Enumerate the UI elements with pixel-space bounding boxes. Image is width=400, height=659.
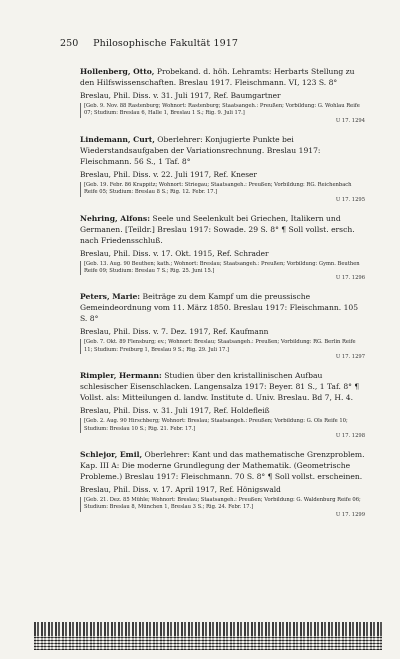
entry-vita: [Geb. 13. Aug. 90 Beuthen; kath.; Wohnort: Breslau; Staatsangeh.: Preußen; Vorbildung: Gymn. Beuthen Reife 09; Studium: Breslau 7 S.; Rig. 25. Juni 15.] xyxy=(80,261,365,276)
entry-thesis: Breslau, Phil. Diss. v. 31. Juli 1917, Ref. Baumgartner xyxy=(80,91,281,100)
entry xyxy=(80,449,365,519)
entry-author: Rimpler, Hermann: xyxy=(80,371,162,381)
entry-title: Studien über den kristallinischen Aufbau schlesischer Eisenschlacken. Langensalza 1917: Beyer. 81 S., 1 Taf. 8° ¶ Vollst. als: Mitteilungen d. landw. Institute d. Univ. Breslau. Bd 7, H. 4. xyxy=(80,371,360,403)
entry-vita: [Geb. 19. Febr. 86 Krappitz; Wohnort: Striegau; Staatsangeh.: Preußen; Vorbildung: RG. Reichenbach Reife 05; Studium: Breslau 8 S.; Rig. 12. Febr. 17.] xyxy=(80,182,365,197)
entry-title: Beiträge zu dem Kampf um die preussische Gemeindeordnung vom 11. März 1850. Breslau 1917: Fleischmann. 105 S. 8° xyxy=(80,292,359,324)
entry-vita: [Geb. 2. Aug. 90 Hirschberg; Wohnort: Breslau; Staatsangeh.: Preußen; Vorbildung: G. Ols Reife 10; Studium: Breslau 10 S.; Rig. 21. Febr. 17.] xyxy=(80,418,365,433)
entry-thesis: Breslau, Phil. Diss. v. 31. Juli 1917, Ref. Holdefleiß xyxy=(80,406,270,416)
entry-ref: U 17. 1297 xyxy=(335,354,365,361)
entry-author: Schlejor, Emil, xyxy=(80,450,143,460)
running-title: Philosophische Fakultät 1917 xyxy=(93,38,239,49)
entry xyxy=(80,66,365,125)
entry-author: Hollenberg, Otto, xyxy=(80,67,155,76)
entry-title: Oberlehrer: Konjugierte Punkte bei Wiederstandsaufgaben der Variationsrechnung. Breslau 1917: Fleischmann. 56 S., 1 Taf. 8° xyxy=(80,134,321,166)
entry-title: Probekand. d. höh. Lehramts: Herbarts Stellung zu den Hilfswissenschaften. Breslau 1917. Fleischmann. VI, 123 S. 8° xyxy=(80,67,355,87)
entry-ref: U 17. 1299 xyxy=(335,511,365,518)
entry xyxy=(80,370,365,440)
page-header xyxy=(60,38,360,49)
entry-author: Peters, Marie: xyxy=(80,292,141,302)
entry-ref: U 17. 1298 xyxy=(335,433,365,440)
entry-thesis: Breslau, Phil. Diss. v. 17. Okt. 1915, Ref. Schrader xyxy=(80,248,269,258)
entry-list xyxy=(80,66,365,528)
entry-ref: U 17. 1294 xyxy=(335,117,365,124)
entry xyxy=(80,291,365,361)
entry-vita: [Geb. 9. Nov. 88 Rastenburg; Wohnort: Rastenburg; Staatsangeh.: Preußen; Vorbildung: G. Wohlau Reife 07; Studium: Breslau 6, Halle 1, Breslau 1 S.; Rig. 9. Juli 17.] xyxy=(80,103,365,118)
entry-thesis: Breslau, Phil. Diss. v. 22. Juli 1917, Ref. Kneser xyxy=(80,169,257,179)
page-number: 250 xyxy=(60,38,79,49)
entry-title: Seele und Seelenkult bei Griechen, Italikern und Germanen. [Teildr.] Breslau 1917: Sowade. 29 S. 8° ¶ Soll vollst. ersch. nach Friedensschluß. xyxy=(80,213,355,245)
entry-ref: U 17. 1296 xyxy=(335,275,365,282)
entry-vita: [Geb. 21. Dez. 85 Mühle; Wohnort: Breslau; Staatsangeh.: Preußen; Vorbildung: G. Waldenburg Reife 06; Studium: Breslau 8, München 1, Breslau 3 S.; Rig. 24. Febr. 17.] xyxy=(80,497,365,512)
entry-title: Oberlehrer: Kant und das mathematische Grenzproblem. Kap. III A: Die moderne Grundlegung der Mathematik. (Geometrische Probleme.) Breslau 1917: Fleischmann. 70 S. 8° ¶ Soll vollst. erscheinen. xyxy=(80,450,365,482)
entry-thesis: Breslau, Phil. Diss. v. 7. Dez. 1917, Ref. Kaufmann xyxy=(80,327,269,337)
entry-author: Lindemann, Curt, xyxy=(80,134,155,144)
entry-thesis: Breslau, Phil. Diss. v. 17. April 1917, Ref. Hönigswald xyxy=(80,485,281,495)
entry xyxy=(80,213,365,283)
entry-author: Nehring, Alfons: xyxy=(80,213,151,223)
entry-vita: [Geb. 7. Okt. 89 Flensburg; ev.; Wohnort: Breslau; Staatsangeh.: Preußen; Vorbildung: RG. Berlin Reife 11; Studium: Freiburg 1, Breslau 9 S.; Rig. 29. Juli 17.] xyxy=(80,339,365,354)
entry-ref: U 17. 1295 xyxy=(335,196,365,203)
scan-noise-lines xyxy=(34,636,382,650)
entry xyxy=(80,134,365,204)
